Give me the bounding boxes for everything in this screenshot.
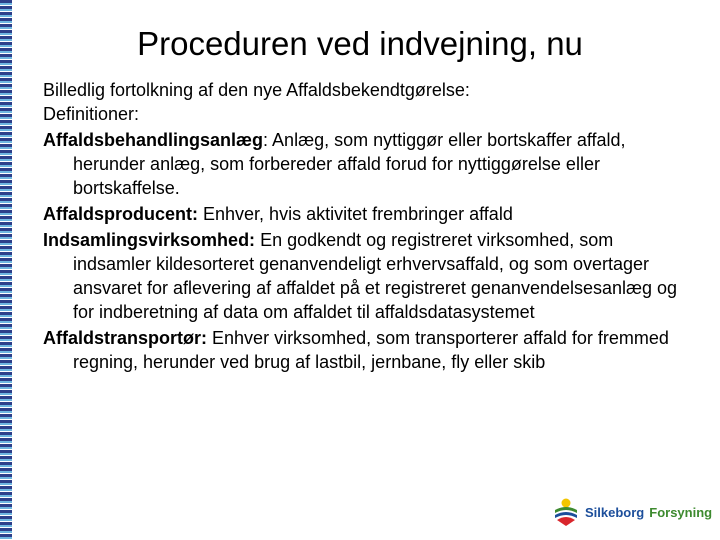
definition-item: [43, 202, 693, 226]
definitions-heading: Definitioner:: [43, 104, 140, 124]
logo-name-part1: Silkeborg: [585, 504, 645, 520]
definition-text: Anlæg, som nyttiggør eller bortskaffer affald, herunder anlæg, som forbereder affald forud for nyttiggørelse eller bortskaffelse.: [73, 130, 626, 198]
definition-term: Indsamlingsvirksomhed:: [43, 230, 256, 250]
definition-item: [43, 228, 693, 324]
logo-name-part2: Forsyning: [649, 504, 713, 520]
definition-separator: :: [263, 130, 273, 150]
logo-mark-icon: [553, 497, 579, 527]
definition-text: Enhver virksomhed, som transporterer affald for fremmed regning, herunder ved brug af lastbil, jernbane, fly eller skib: [73, 328, 669, 372]
definition-term: Affaldsproducent:: [43, 204, 198, 224]
slide-body: [43, 78, 693, 374]
definition-item: [43, 326, 693, 374]
definition-term: Affaldstransportør:: [43, 328, 208, 348]
definition-item: [43, 128, 693, 200]
decorative-left-stripe: [0, 0, 12, 540]
logo-text: [585, 505, 712, 520]
definition-text: Enhver, hvis aktivitet frembringer affald: [203, 204, 513, 224]
company-logo: [553, 496, 712, 528]
definition-term: Affaldsbehandlingsanlæg: [43, 130, 264, 150]
slide-title: Proceduren ved indvejning, nu: [137, 25, 583, 62]
definition-text: En godkendt og registreret virksomhed, som indsamler kildesorteret genanvendeligt erhvervsaffald, og som overtager ansvaret for aflevering af affaldet på et registreret genanvendelsesanlæg og for indberetning af data om affaldet til affaldsdatasystemet: [73, 230, 678, 322]
intro-line: Billedlig fortolkning af den nye Affaldsbekendtgørelse:: [43, 80, 470, 100]
